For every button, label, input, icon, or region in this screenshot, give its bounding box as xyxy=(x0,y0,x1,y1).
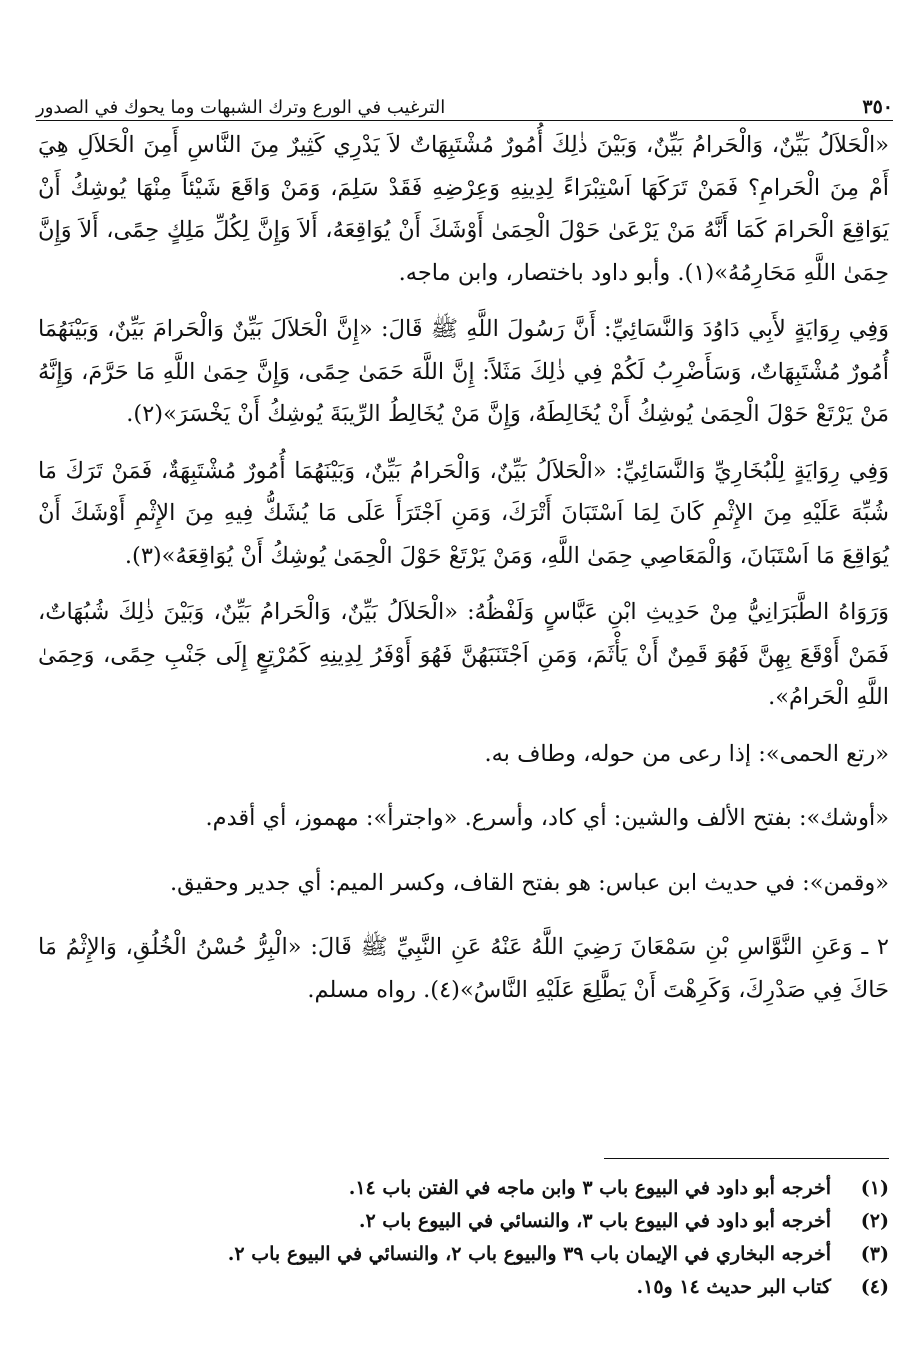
paragraph-tabarani: وَرَوَاهُ الطَّبَرَانِيُّ مِنْ حَدِيثِ ابْنِ عَبَّاسٍ وَلَفْظُهُ: «الْحَلاَلُ بَيِّنٌ، وَالْحَرامُ بَيِّنٌ، وَبَيْنَ ذٰلِكَ شُبُهَاتٌ، فَمَنْ أَوْقَعَ بِهِنَّ فَهُوَ قَمِنٌ أَنْ يَأْثَمَ، وَمَنِ اَجْتَنَبَهُنَّ فَهُوَ أَوْفَرُ لِدِينِهِ كَمُرْتِعٍ إِلَى جَنْبِ حِمًى، وَحِمَىٰ اللَّهِ الْحَرامُ». xyxy=(38,599,889,710)
paragraph-abu-dawud-nasai: وَفِي رِوَايَةٍ لأَبِي دَاوُدَ وَالنَّسَائِيِّ: أَنَّ رَسُولَ اللَّهِ ﷺ قَالَ: «إِنَّ الْحَلاَلَ بَيِّنٌ وَالْحَرامَ بَيِّنٌ، وَبَيْنَهُمَا أُمُورٌ مُشْتَبِهَاتٌ، وَسَأَضْرِبُ لَكُمْ فِي ذٰلِكَ مَثَلاً: إِنَّ اللَّهَ حَمَىٰ حِمًى، وَإِنَّ حِمَىٰ اللَّهِ مَا حَرَّمَ، وَإِنَّهُ مَنْ يَرْتَعْ حَوْلَ الْحِمَىٰ يُوشِكُ أَنْ يُخَالِطَهُ، وَإِنَّ مَنْ يُخَالِطُ الرِّيبَةَ يُوشِكُ أَنْ يَخْسَرَ»(٢). xyxy=(38,316,889,427)
paragraph-hadith-2: ٢ ـ وَعَنِ النَّوَّاسِ بْنِ سَمْعَانَ رَضِيَ اللَّهُ عَنْهُ عَنِ النَّبِيِّ ﷺ قَالَ: «الْبِرُّ حُسْنُ الْخُلُقِ، وَالإِثْمُ مَا حَاكَ فِي صَدْرِكَ، وَكَرِهْتَ أَنْ يَطَّلِعَ عَلَيْهِ النَّاسُ»(٤). رواه مسلم. xyxy=(38,934,889,1003)
gloss-awshak: «أوشك»: بفتح الألف والشين: أي كاد، وأسرع. «واجترأ»: مهموز، أي أقدم. xyxy=(205,805,889,831)
footnote-item xyxy=(60,1271,889,1304)
footnote-number: (١) xyxy=(860,1177,889,1199)
footnote-text: أخرجه أبو داود في البيوع باب ٣، والنسائي في البيوع باب ٢. xyxy=(358,1210,831,1232)
footnote-number: (٣) xyxy=(860,1243,889,1265)
page-number: ٣٥٠ xyxy=(862,96,893,118)
footnote-text: أخرجه البخاري في الإيمان باب ٣٩ والبيوع باب ٢، والنسائي في البيوع باب ٢. xyxy=(227,1243,831,1265)
paragraph-bukhari-nasai: وَفِي رِوَايَةٍ لِلْبُخَارِيِّ وَالنَّسَائِيِّ: «الْحَلاَلُ بَيِّنٌ، وَالْحَرامُ بَيِّنٌ، وَبَيْنَهُمَا أُمُورٌ مُشْتَبِهَةٌ، فَمَنْ تَرَكَ مَا شُبِّهَ عَلَيْهِ مِنَ الإِثْمِ كَانَ لِمَا اَسْتَبَانَ أَتْرَكَ، وَمَنِ اَجْتَرَأَ عَلَى مَا يُشَكُّ فِيهِ مِنَ الإِثْمِ أَوْشَكَ أَنْ يُوَاقِعَ مَا اَسْتَبَانَ، وَالْمَعَاصِي حِمَىٰ اللَّهِ، وَمَنْ يَرْتَعْ حَوْلَ الْحِمَىٰ يُوشِكُ أَنْ يُوَاقِعَهُ»(٣). xyxy=(38,457,889,569)
footnote-text: كتاب البر حديث ١٤ و١٥. xyxy=(636,1276,831,1298)
running-title: الترغيب في الورع وترك الشبهات وما يحوك في الصدور xyxy=(36,97,446,118)
footnote-text: أخرجه أبو داود في البيوع باب ٣ وابن ماجه في الفتن باب ١٤. xyxy=(348,1177,831,1199)
paragraph-hadith-1: «الْحَلاَلُ بَيِّنٌ، وَالْحَرامُ بَيِّنٌ، وَبَيْنَ ذٰلِكَ أُمُورٌ مُشْتَبِهَاتٌ لاَ يَدْرِي كَثِيرٌ مِنَ النَّاسِ أَمِنَ الْحَلاَلِ هِيَ أَمْ مِنَ الْحَرامِ؟ فَمَنْ تَرَكَهَا اَسْتِبْرَاءً لِدِينِهِ وَعِرْضِهِ فَقَدْ سَلِمَ، وَمَنْ وَاقَعَ شَيْئاً مِنْهَا يُوشِكُ أَنْ يَوَاقِعَ الْحَرامَ كَمَا أَنَّهُ مَنْ يَرْعَىٰ حَوْلَ الْحِمَىٰ أَوْشَكَ أَنْ يُوَاقِعَهُ، أَلاَ وَإِنَّ لِكُلِّ مَلِكٍ حِمًى، أَلاَ وَإِنَّ حِمَىٰ اللَّهِ مَحَارِمُهُ»(١). وأبو داود باختصار، وابن ماجه. xyxy=(38,132,890,286)
footnote-divider xyxy=(604,1158,889,1159)
gloss-rata-al-hima: «رتع الحمى»: إذا رعى من حوله، وطاف به. xyxy=(484,740,889,767)
page-header xyxy=(36,88,893,121)
footnote-item xyxy=(60,1172,889,1205)
footnote-number: (٢) xyxy=(860,1210,889,1232)
footnote-item xyxy=(60,1205,889,1238)
footnote-item xyxy=(60,1238,889,1271)
main-text xyxy=(38,124,889,1025)
footnote-number: (٤) xyxy=(860,1276,889,1298)
footnotes xyxy=(60,1172,889,1304)
gloss-qamin: «وقمن»: في حديث ابن عباس: هو بفتح القاف، وكسر الميم: أي جدير وحقيق. xyxy=(169,869,889,896)
